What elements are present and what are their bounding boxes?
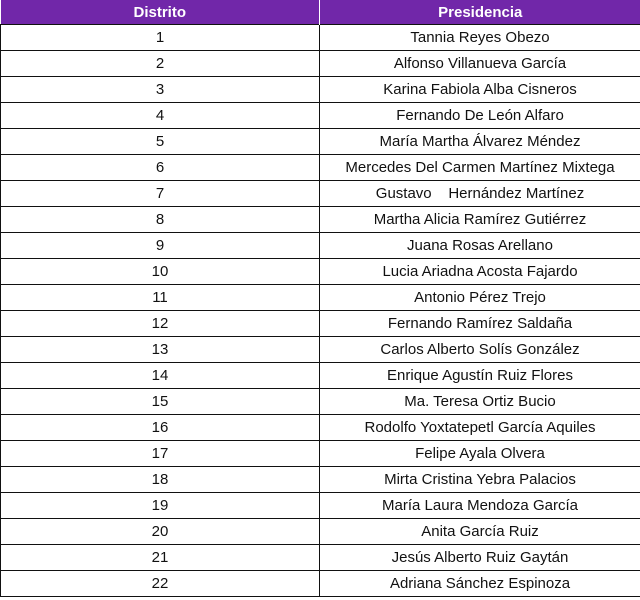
- presidency-cell: Tannia Reyes Obezo: [320, 25, 640, 51]
- table-row: [1, 467, 640, 493]
- presidency-cell: Fernando Ramírez Saldaña: [320, 311, 640, 337]
- district-cell: 21: [1, 545, 320, 571]
- table-row: [1, 493, 640, 519]
- district-cell: 5: [1, 129, 320, 155]
- table-row: [1, 519, 640, 545]
- table-row: [1, 441, 640, 467]
- district-cell: 14: [1, 363, 320, 389]
- table-row: [1, 389, 640, 415]
- presidency-cell: María Laura Mendoza García: [320, 493, 640, 519]
- district-cell: 1: [1, 25, 320, 51]
- district-cell: 13: [1, 337, 320, 363]
- table-row: [1, 285, 640, 311]
- table-row: [1, 103, 640, 129]
- table-row: [1, 571, 640, 597]
- district-cell: 7: [1, 181, 320, 207]
- presidency-cell: Karina Fabiola Alba Cisneros: [320, 77, 640, 103]
- table-row: [1, 77, 640, 103]
- presidency-cell: Antonio Pérez Trejo: [320, 285, 640, 311]
- district-cell: 6: [1, 155, 320, 181]
- table-row: [1, 233, 640, 259]
- district-cell: 3: [1, 77, 320, 103]
- table-row: [1, 25, 640, 51]
- presidency-cell: Juana Rosas Arellano: [320, 233, 640, 259]
- presidency-cell: Fernando De León Alfaro: [320, 103, 640, 129]
- header-district: Distrito: [1, 0, 320, 25]
- table-row: [1, 545, 640, 571]
- presidency-cell: Jesús Alberto Ruiz Gaytán: [320, 545, 640, 571]
- district-cell: 12: [1, 311, 320, 337]
- table-row: [1, 311, 640, 337]
- presidency-cell: Ma. Teresa Ortiz Bucio: [320, 389, 640, 415]
- presidency-cell: Mirta Cristina Yebra Palacios: [320, 467, 640, 493]
- presidency-cell: María Martha Álvarez Méndez: [320, 129, 640, 155]
- presidency-cell: Carlos Alberto Solís González: [320, 337, 640, 363]
- table-row: [1, 415, 640, 441]
- table-row: [1, 181, 640, 207]
- presidency-cell: Adriana Sánchez Espinoza: [320, 571, 640, 597]
- district-cell: 17: [1, 441, 320, 467]
- table-row: [1, 155, 640, 181]
- table-row: [1, 259, 640, 285]
- table-row: [1, 363, 640, 389]
- table-row: [1, 337, 640, 363]
- table-row: [1, 129, 640, 155]
- table-body: [1, 25, 640, 597]
- table-header: [1, 0, 640, 25]
- district-cell: 4: [1, 103, 320, 129]
- presidency-cell: Lucia Ariadna Acosta Fajardo: [320, 259, 640, 285]
- presidency-cell: Anita García Ruiz: [320, 519, 640, 545]
- district-cell: 11: [1, 285, 320, 311]
- district-cell: 15: [1, 389, 320, 415]
- presidency-cell: Felipe Ayala Olvera: [320, 441, 640, 467]
- presidency-cell: Martha Alicia Ramírez Gutiérrez: [320, 207, 640, 233]
- presidency-cell: Gustavo Hernández Martínez: [320, 181, 640, 207]
- header-presidency: Presidencia: [320, 0, 640, 25]
- presidency-cell: Alfonso Villanueva García: [320, 51, 640, 77]
- district-cell: 20: [1, 519, 320, 545]
- district-cell: 10: [1, 259, 320, 285]
- district-cell: 18: [1, 467, 320, 493]
- presidency-cell: Rodolfo Yoxtatepetl García Aquiles: [320, 415, 640, 441]
- district-cell: 19: [1, 493, 320, 519]
- table-row: [1, 207, 640, 233]
- presidency-cell: Enrique Agustín Ruiz Flores: [320, 363, 640, 389]
- district-cell: 9: [1, 233, 320, 259]
- presidency-cell: Mercedes Del Carmen Martínez Mixtega: [320, 155, 640, 181]
- district-cell: 8: [1, 207, 320, 233]
- district-cell: 16: [1, 415, 320, 441]
- header-row: [1, 0, 640, 25]
- table-row: [1, 51, 640, 77]
- district-cell: 22: [1, 571, 320, 597]
- district-cell: 2: [1, 51, 320, 77]
